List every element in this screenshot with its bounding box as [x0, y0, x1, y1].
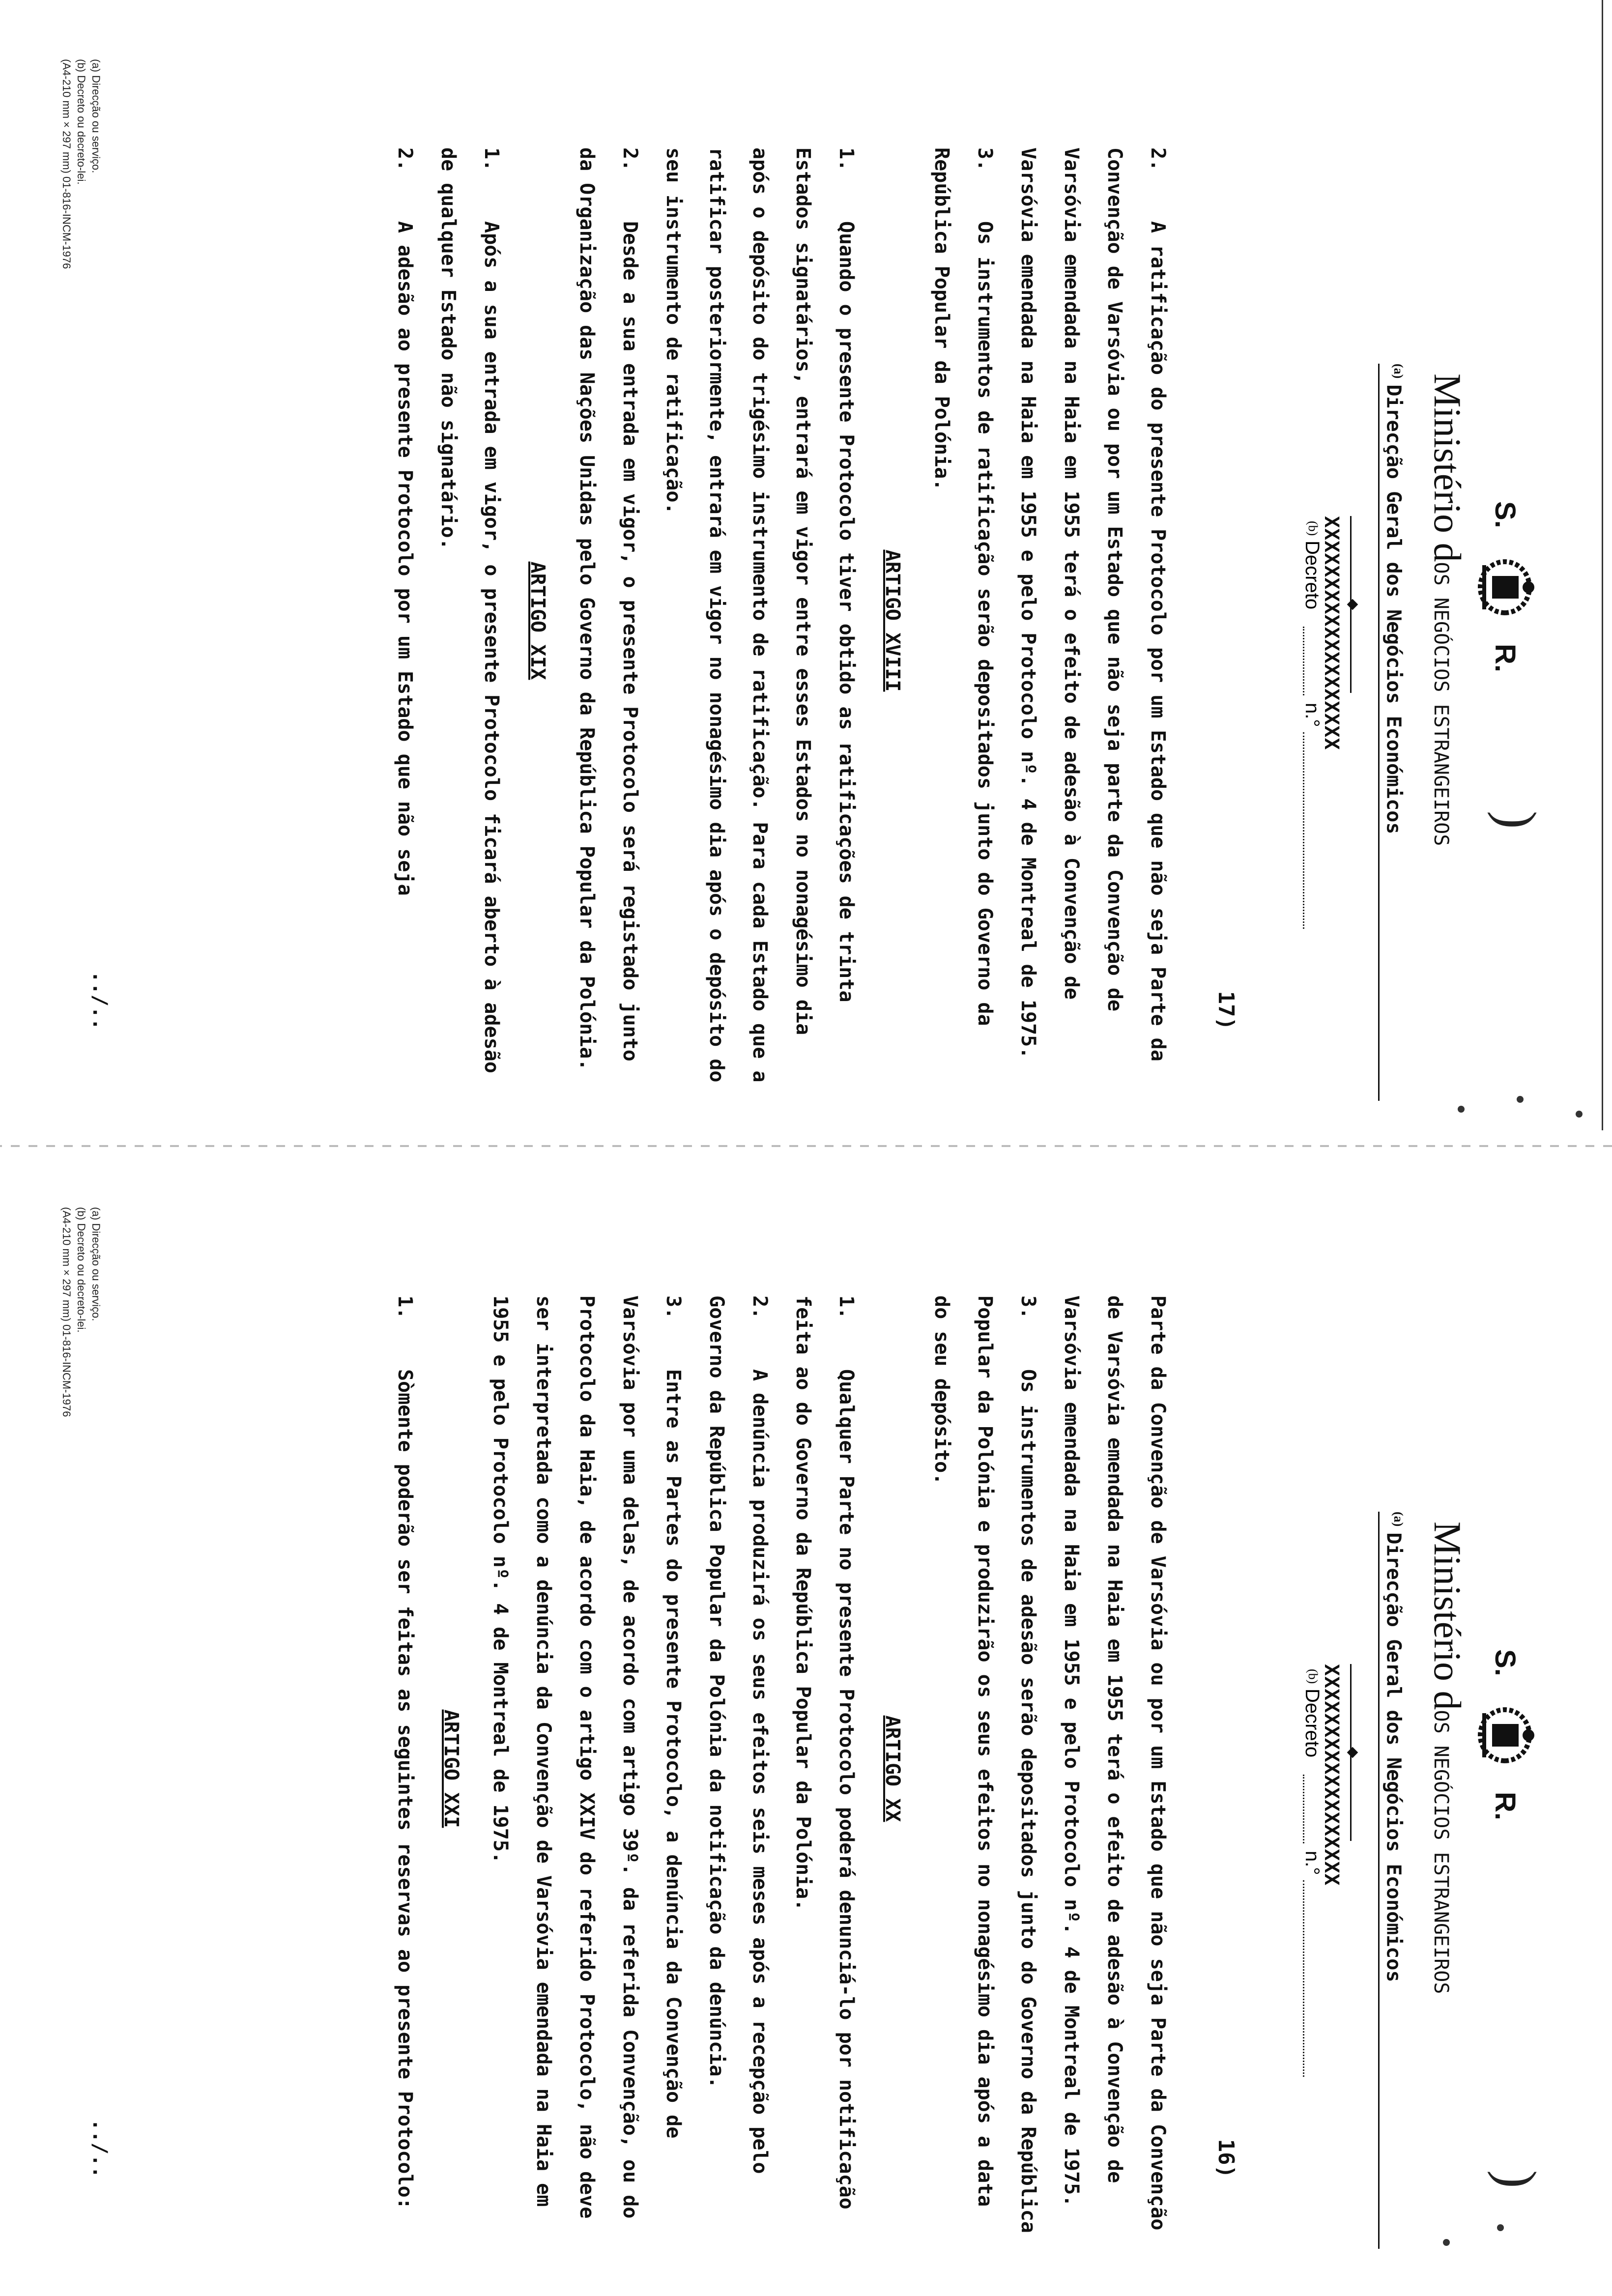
- item-number: 3.: [974, 147, 996, 172]
- article-heading: ARTIGO XXI: [440, 1709, 462, 1828]
- decree-diamond: [1347, 1747, 1358, 1758]
- paragraph-item: [383, 1295, 427, 2242]
- ministry-title-prefix: Ministério d: [1426, 1521, 1469, 1710]
- number-dotted-line: [1303, 1880, 1304, 2077]
- decreto-dotted-line: [1303, 627, 1304, 695]
- coat-of-arms-seal-icon: [1474, 1698, 1538, 1772]
- direccao-line: [1378, 364, 1406, 1101]
- item-number: 3.: [662, 1295, 685, 1320]
- decree-number-line: [1298, 1639, 1323, 2082]
- seal-header: [1474, 1630, 1538, 1924]
- item-text: Os instrumentos de ratificação serão depositados junto do Governo da República Popular da Polónia.: [930, 147, 996, 1026]
- footnote-mark-a: (a): [1391, 1512, 1406, 1527]
- item-number: 1.: [394, 1295, 416, 1320]
- article-heading: ARTIGO XVIII: [881, 549, 904, 692]
- right-page: [0, 1148, 1612, 2296]
- footnote-a: (a) Direcção ou serviço.: [90, 59, 102, 173]
- ministry-title-suffix: OS NEGÓCIOS ESTRANGEIROS: [1430, 1710, 1452, 1994]
- item-text: Entre as Partes do presente Protocolo, a denúncia da Convenção de Varsóvia por uma delas, de acordo com artigo 39º. da referida Convenção, ou do Protocolo da Haia, de acordo com o artigo XXIV do referido Protocolo, não deve ser interpretada como a denúncia da Convenção de Varsóvia emendada na Haia em 1955 e pelo Protocolo nº. 4 de Montreal de 1975.: [489, 1295, 685, 2219]
- paragraph-intro: [1050, 1295, 1180, 2242]
- item-text: Qualquer Parte no presente Protocolo poderá denunciá-lo por notificação feita ao do Governo da República Popular da Polónia.: [792, 1295, 858, 2210]
- continued-mark: ../..: [88, 2119, 111, 2178]
- punch-mark: [1497, 2224, 1504, 2231]
- print-code: (A4-210 mm × 297 mm) 01-816-INCM-1976: [60, 1207, 73, 1417]
- direccao-text: Direcção Geral dos Negócios Económicos: [1382, 1532, 1405, 1982]
- bracket-mark: ): [1487, 811, 1547, 829]
- footnote-b: (b) Decreto ou decreto-lei.: [75, 1207, 87, 1333]
- bracket-mark: ): [1487, 2170, 1547, 2188]
- punch-mark: [1458, 1106, 1465, 1113]
- paragraph-item: [695, 1295, 781, 2242]
- seal-letter-s: S.: [1489, 501, 1521, 528]
- paragraph-item: [565, 147, 652, 1094]
- direccao-text: Direcção Geral dos Negócios Económicos: [1382, 384, 1405, 834]
- decree-number-line: [1298, 491, 1323, 934]
- ministry-title-suffix: OS NEGÓCIOS ESTRANGEIROS: [1430, 562, 1452, 846]
- item-text: A adesão ao presente Protocolo por um Estado que não seja: [394, 221, 416, 896]
- item-text: Sòmente poderão ser feitas as seguintes reservas ao presente Protocolo:: [394, 1369, 416, 2210]
- footnotes: [59, 59, 103, 269]
- number-dotted-line: [1303, 732, 1304, 929]
- seal-letter-s: S.: [1489, 1649, 1521, 1676]
- punch-mark: [1443, 2239, 1450, 2246]
- ministry-title-prefix: Ministério d: [1426, 373, 1469, 562]
- body-text: [383, 1295, 1180, 2242]
- decreto-label: Decreto: [1301, 1689, 1323, 1758]
- decree-diamond: [1347, 599, 1358, 610]
- item-text: A denúncia produzirá os seus efeitos seis meses após a recepção pelo Governo da República Popular da Polónia da notificação da denúncia.: [705, 1295, 771, 2174]
- item-number: 2.: [748, 1295, 771, 1320]
- item-text: Após a sua entrada em vigor, o presente Protocolo ficará aberto à adesão de qualquer Estado não signatário.: [437, 147, 503, 1073]
- seal-letter-r: R.: [1489, 1792, 1521, 1820]
- page-number: 17): [1213, 991, 1238, 1030]
- print-code: (A4-210 mm × 297 mm) 01-816-INCM-1976: [60, 59, 73, 269]
- item-text: A ratificação do presente Protocolo por um Estado que não seja Parte da Convenção de Varsóvia ou por um Estado que não seja parte da Convenção de Varsóvia emendada na Haia em 1955 terá o efeito de adesão à Convenção de Varsóvia emendada na Haia em 1955 e pelo Protocolo nº. 4 de Montreal de 1975.: [1017, 147, 1169, 1062]
- decree-struck-text: XXXXXXXXXXXXXXXXXX: [1320, 1664, 1343, 1886]
- item-text: Os instrumentos de adesão serão depositados junto do Governo da República Popular da Polónia e produzirão os seus efeitos no nonagésimo dia após a data do seu depósito.: [930, 1295, 1039, 2233]
- direccao-line: [1378, 1512, 1406, 2249]
- paragraph-item: [383, 147, 427, 1094]
- ministry-title: [1425, 1521, 1469, 1994]
- paragraph-item: [652, 147, 868, 1094]
- item-number: 1.: [480, 147, 503, 172]
- paragraph-item: [1007, 147, 1180, 1094]
- seal-header: [1474, 482, 1538, 776]
- continued-mark: ../..: [88, 971, 111, 1030]
- item-number: 3.: [1017, 1295, 1039, 1320]
- item-text: Desde a sua entrada em vigor, o presente Protocolo será registado junto da Organização das Nações Unidas pelo Governo da República Popular da Polónia.: [576, 147, 641, 1071]
- footnote-b: (b) Decreto ou decreto-lei.: [75, 59, 87, 185]
- coat-of-arms-seal-icon: [1474, 550, 1538, 624]
- page-number: 16): [1213, 2139, 1238, 2178]
- number-label: n.°: [1301, 703, 1323, 727]
- paragraph-item: [479, 1295, 695, 2242]
- punch-mark: [1576, 1111, 1583, 1118]
- item-number: 2.: [394, 147, 416, 172]
- footnote-a: (a) Direcção ou serviço.: [90, 1207, 102, 1321]
- paragraph-item: [920, 147, 1007, 1094]
- paragraph-item: [781, 1295, 868, 2242]
- footnote-mark-b: (b): [1306, 1669, 1320, 1684]
- number-label: n.°: [1301, 1851, 1323, 1875]
- article-heading: ARTIGO XX: [881, 1715, 904, 1822]
- body-text: [383, 147, 1180, 1094]
- item-text: Quando o presente Protocolo tiver obtido as ratificações de trinta Estados signatários, entrará em vigor entre esses Estados no nonagésimo dia após o depósito do trigésimo instrumento de ratificação. Para cada Estado que a ratificar posteriormente, entrará em vigor no nonagésimo dia após o depósito do seu instrumento de ratificação.: [662, 147, 858, 1083]
- paragraph-item: [427, 147, 513, 1094]
- item-number: 1.: [835, 147, 858, 172]
- intro-text: Parte da Convenção de Varsóvia ou por um Estado que não seja Parte da Convenção de Varsóvia emendada na Haia em 1955 terá o efeito de adesão à Convenção de Varsóvia emendada na Haia em 1955 e pelo Protocolo nº. 4 de Montreal de 1975.: [1060, 1295, 1169, 2231]
- item-number: 1.: [835, 1295, 858, 1320]
- decreto-dotted-line: [1303, 1775, 1304, 1843]
- footnote-mark-b: (b): [1306, 521, 1320, 536]
- item-number: 2.: [619, 147, 641, 172]
- footnotes: [59, 1207, 103, 1417]
- ministry-title: [1425, 373, 1469, 846]
- item-number: 2.: [1147, 147, 1169, 172]
- punch-mark: [1517, 1096, 1524, 1103]
- decreto-label: Decreto: [1301, 541, 1323, 610]
- seal-letter-r: R.: [1489, 644, 1521, 672]
- decree-struck-text: XXXXXXXXXXXXXXXXXXX: [1320, 516, 1343, 750]
- footnote-mark-a: (a): [1391, 364, 1406, 379]
- article-heading: ARTIGO XIX: [526, 561, 549, 680]
- paragraph-item: [920, 1295, 1050, 2242]
